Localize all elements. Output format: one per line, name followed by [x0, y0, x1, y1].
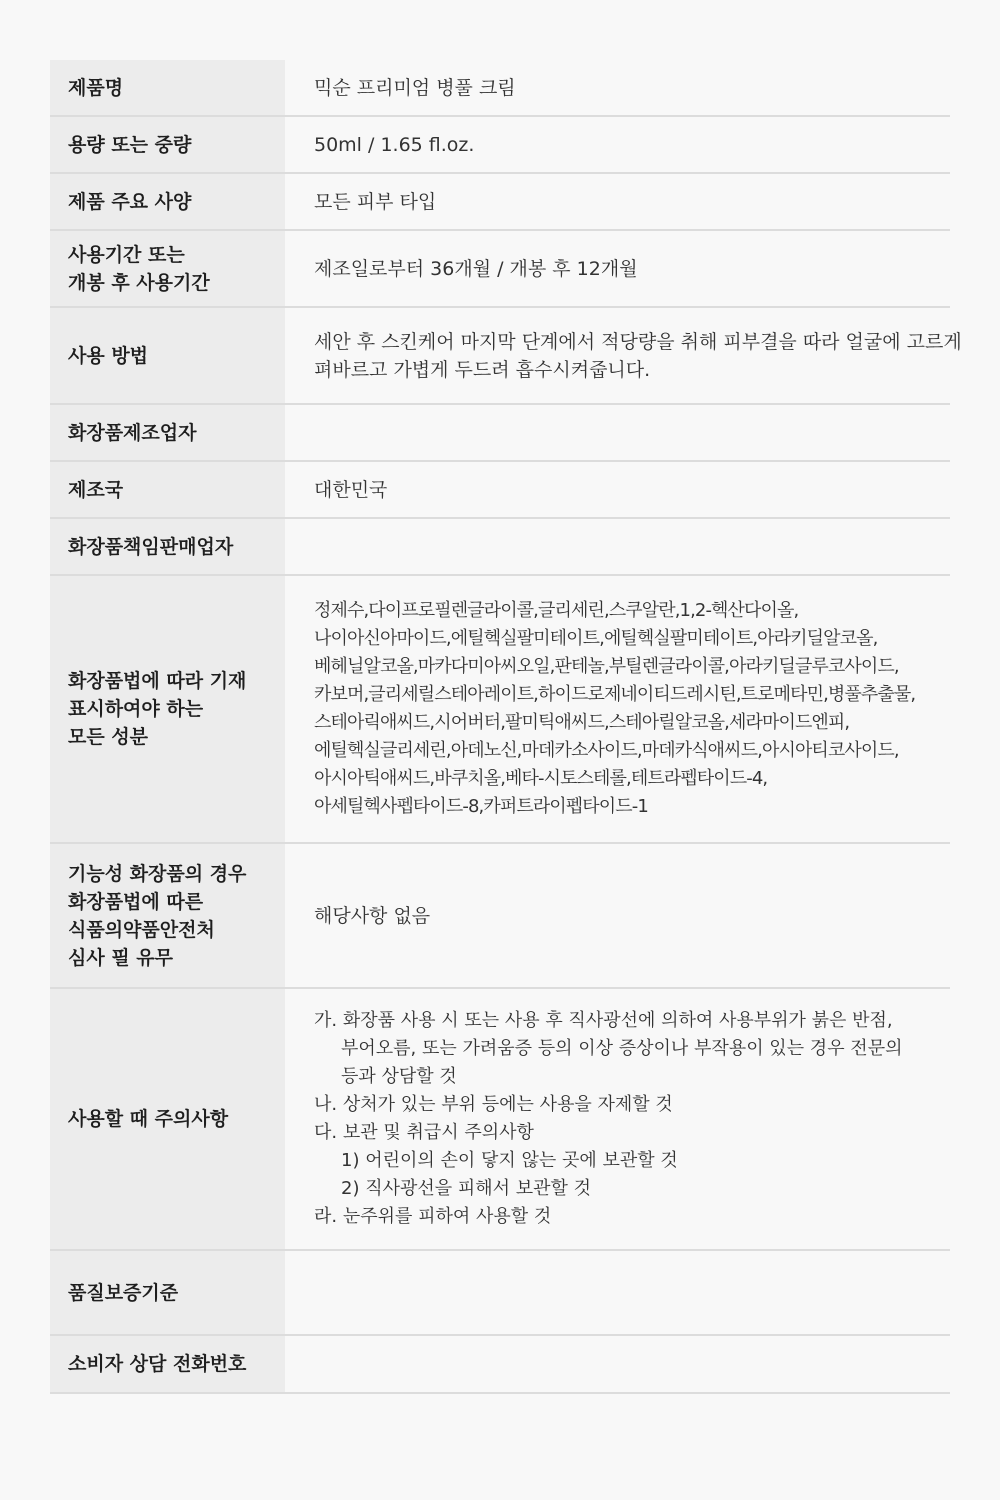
label-line: 사용 방법	[68, 344, 149, 367]
ingredient-line: 아시아틱애씨드,바쿠치올,베타-시토스테롤,테트라펩타이드-4,	[314, 768, 768, 789]
caution-line: 가. 화장품 사용 시 또는 사용 후 직사광선에 의하여 사용부위가 붉은 반점,	[314, 1010, 893, 1031]
label-line: 품질보증기준	[68, 1281, 179, 1304]
row-manufacturer	[50, 405, 950, 462]
value-line: 세안 후 스킨케어 마지막 단계에서 적당량을 취해 피부결을 따라 얼굴에 고르게	[314, 330, 962, 353]
label-line: 화장품책임판매업자	[68, 535, 234, 558]
row-functional-review	[50, 844, 950, 989]
row-value	[285, 174, 950, 229]
row-value	[285, 462, 950, 517]
ingredient-line: 나이아신아마이드,에틸헥실팔미테이트,에틸헥실팔미테이트,아라키딜알코올,	[314, 628, 878, 649]
ingredient-line: 카보머,글리세릴스테아레이트,하이드로제네이티드레시틴,트로메타민,병풀추출물,	[314, 684, 916, 705]
row-quality-standard	[50, 1251, 950, 1336]
ingredient-line: 베헤닐알코올,마카다미아씨오일,판테놀,부틸렌글라이콜,아라키딜글루코사이드,	[314, 656, 899, 677]
row-how-to-use	[50, 308, 962, 405]
row-country	[50, 462, 950, 519]
row-label	[50, 1251, 285, 1334]
row-label	[50, 576, 285, 842]
row-label	[50, 117, 285, 172]
label-line: 기능성 화장품의 경우	[68, 862, 247, 885]
row-value	[285, 60, 950, 115]
row-label	[50, 231, 285, 306]
ingredient-line: 정제수,다이프로필렌글라이콜,글리세린,스쿠알란,1,2-헥산다이올,	[314, 600, 799, 621]
ingredient-line: 스테아릭애씨드,시어버터,팔미틱애씨드,스테아릴알코올,세라마이드엔피,	[314, 712, 850, 733]
value-line: 믹순 프리미엄 병풀 크림	[314, 76, 516, 99]
caution-line: 부어오름, 또는 가려움증 등의 이상 증상이나 부작용이 있는 경우 전문의	[341, 1038, 903, 1059]
row-value	[285, 1336, 950, 1392]
label-line: 화장품법에 따라 기재	[68, 670, 247, 692]
caution-line: 나. 상처가 있는 부위 등에는 사용을 자제할 것	[314, 1094, 673, 1115]
label-line: 모든 성분	[68, 726, 149, 748]
caution-line: 등과 상담할 것	[341, 1066, 457, 1087]
value-line: 펴바르고 가볍게 두드려 흡수시켜줍니다.	[314, 358, 651, 381]
label-line: 식품의약품안전처	[68, 918, 215, 941]
row-label	[50, 989, 285, 1249]
value-line: 모든 피부 타입	[314, 190, 437, 213]
row-distributor	[50, 519, 950, 576]
label-line: 용량 또는 중량	[68, 133, 192, 156]
row-value	[285, 989, 950, 1249]
row-ingredients	[50, 576, 950, 844]
ingredient-line: 에틸헥실글리세린,아데노신,마데카소사이드,마데카식애씨드,아시아티코사이드,	[314, 740, 899, 761]
row-value	[285, 308, 962, 403]
row-value	[285, 405, 950, 460]
label-line: 제품 주요 사양	[68, 190, 192, 213]
row-value	[285, 844, 950, 987]
caution-line: 2) 직사광선을 피해서 보관할 것	[341, 1178, 592, 1199]
row-label	[50, 462, 285, 517]
label-line: 표시하여야 하는	[68, 698, 204, 720]
row-label	[50, 1336, 285, 1392]
label-line: 소비자 상담 전화번호	[68, 1353, 247, 1375]
row-label	[50, 60, 285, 115]
row-precautions	[50, 989, 950, 1251]
row-main-spec	[50, 174, 950, 231]
value-line: 50ml / 1.65 fl.oz.	[314, 133, 475, 156]
row-product-name	[50, 60, 950, 117]
value-line: 대한민국	[314, 478, 388, 501]
row-value	[285, 519, 950, 574]
row-consumer-phone	[50, 1336, 950, 1394]
label-line: 사용할 때 주의사항	[68, 1108, 229, 1130]
label-line: 개봉 후 사용기간	[68, 271, 210, 294]
label-line: 화장품법에 따른	[68, 890, 204, 913]
product-info-table	[50, 60, 962, 1394]
row-label	[50, 174, 285, 229]
label-line: 사용기간 또는	[68, 243, 185, 266]
row-value	[285, 1251, 950, 1334]
label-line: 제품명	[68, 76, 124, 99]
row-label	[50, 844, 285, 987]
row-label	[50, 308, 285, 403]
label-line: 화장품제조업자	[68, 421, 197, 444]
ingredient-line: 아세틸헥사펩타이드-8,카퍼트라이펩타이드-1	[314, 796, 648, 817]
row-capacity	[50, 117, 950, 174]
row-label	[50, 405, 285, 460]
label-line: 심사 필 유무	[68, 946, 173, 969]
label-line: 제조국	[68, 478, 124, 501]
value-line: 제조일로부터 36개월 / 개봉 후 12개월	[314, 257, 638, 280]
caution-line: 1) 어린이의 손이 닿지 않는 곳에 보관할 것	[341, 1150, 678, 1171]
caution-line: 라. 눈주위를 피하여 사용할 것	[314, 1206, 552, 1227]
row-label	[50, 519, 285, 574]
row-value	[285, 576, 950, 842]
caution-line: 다. 보관 및 취급시 주의사항	[314, 1122, 534, 1143]
value-line: 해당사항 없음	[314, 904, 431, 927]
row-value	[285, 231, 950, 306]
row-value	[285, 117, 950, 172]
row-usage-period	[50, 231, 950, 308]
